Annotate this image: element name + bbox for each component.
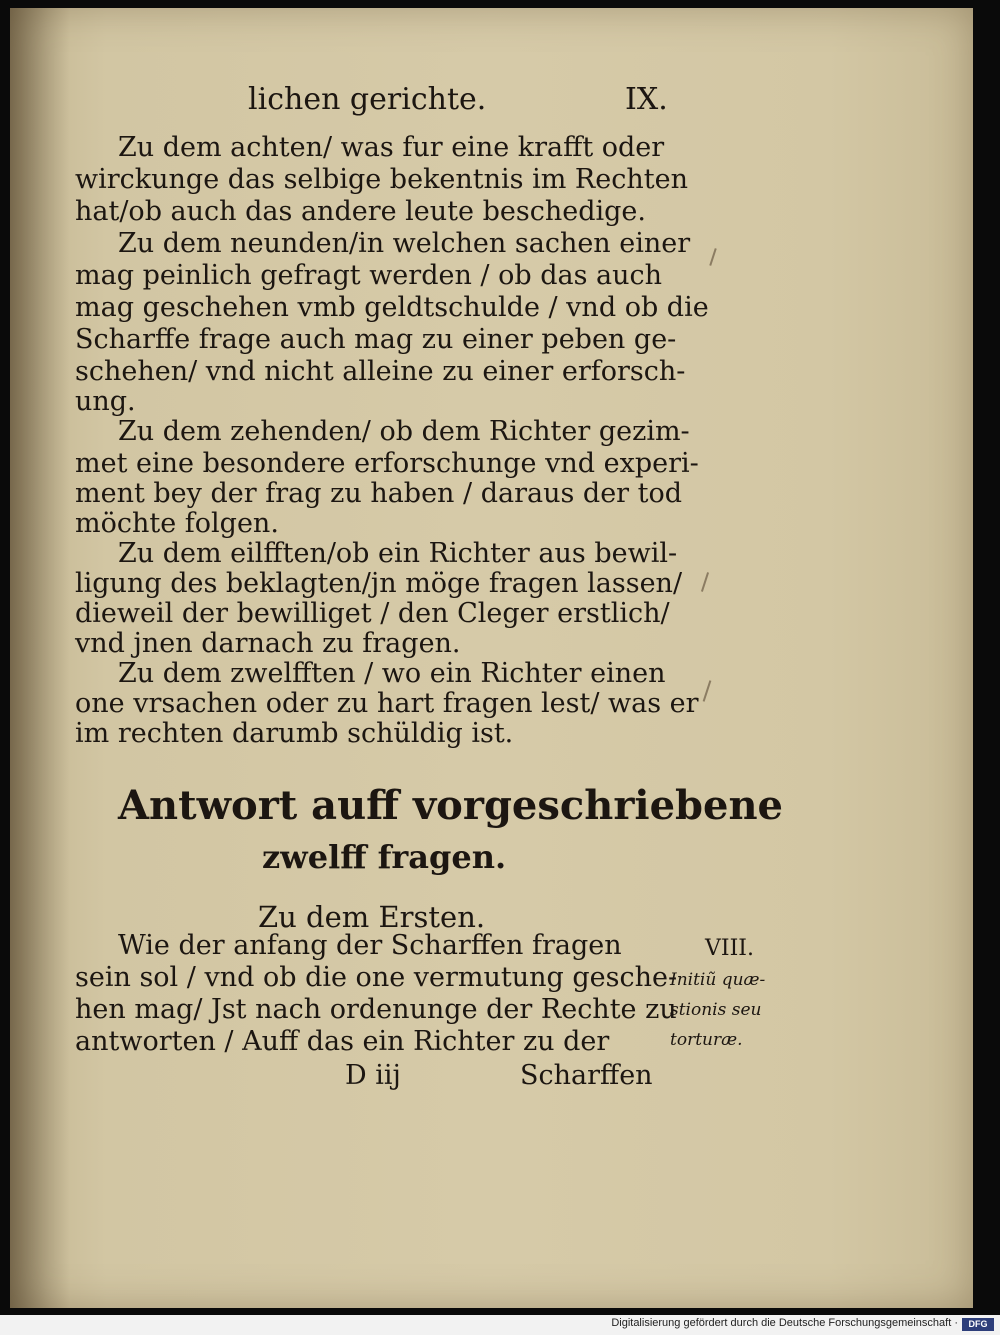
body-line: sein sol / vnd ob die one vermutung gesche- bbox=[75, 962, 678, 993]
running-head: lichen gerichte. bbox=[248, 82, 487, 117]
section-heading: Antwort auff vorgeschriebene bbox=[118, 782, 783, 829]
body-line: im rechten darumb schüldig ist. bbox=[75, 718, 514, 749]
body-line: Wie der anfang der Scharffen fragen bbox=[118, 930, 622, 961]
body-line: möchte folgen. bbox=[75, 508, 279, 539]
section-heading-continued: zwelff fragen. bbox=[262, 838, 507, 876]
subheading: Zu dem Ersten. bbox=[258, 900, 486, 934]
body-line: one vrsachen oder zu hart fragen lest/ was er bbox=[75, 688, 699, 719]
page-gutter-shadow bbox=[10, 8, 70, 1308]
body-line: mag peinlich gefragt werden / ob das auch bbox=[75, 260, 663, 291]
body-line: met eine besondere erforschunge vnd experi- bbox=[75, 448, 699, 479]
margin-note-line: stionis seu bbox=[670, 1000, 762, 1020]
signature-mark: D iij bbox=[345, 1060, 401, 1091]
body-line: Zu dem zwelfften / wo ein Richter einen bbox=[118, 658, 666, 689]
funding-notice: Digitalisierung gefördert durch die Deutsche Forschungsgemeinschaft · bbox=[611, 1317, 958, 1329]
margin-note-line: torturæ. bbox=[670, 1030, 743, 1050]
body-line: Zu dem neunden/in welchen sachen einer bbox=[118, 228, 691, 259]
body-line: dieweil der bewilliget / den Cleger erstlich/ bbox=[75, 598, 670, 629]
body-line: Zu dem zehenden/ ob dem Richter gezim- bbox=[118, 416, 690, 447]
body-line: schehen/ vnd nicht alleine zu einer erforsch- bbox=[75, 356, 686, 387]
catchword: Scharffen bbox=[520, 1060, 653, 1091]
body-line: ung. bbox=[75, 386, 136, 417]
folio-number: IX. bbox=[625, 82, 668, 117]
margin-note-line: Initiũ quæ- bbox=[670, 970, 766, 990]
body-line: Scharffe frage auch mag zu einer peben ge- bbox=[75, 324, 677, 355]
body-line: hen mag/ Jst nach ordenunge der Rechte zu bbox=[75, 994, 677, 1025]
body-line: wirckunge das selbige bekentnis im Rechten bbox=[75, 164, 688, 195]
body-line: ment bey der frag zu haben / daraus der tod bbox=[75, 478, 683, 509]
body-line: vnd jnen darnach zu fragen. bbox=[75, 628, 461, 659]
footer-bar bbox=[0, 1315, 1000, 1335]
body-line: Zu dem eilfften/ob ein Richter aus bewil- bbox=[118, 538, 678, 569]
margin-chapter-number: VIII. bbox=[705, 936, 754, 961]
body-line: mag geschehen vmb geldtschulde / vnd ob die bbox=[75, 292, 709, 323]
dfg-logo[interactable]: DFG bbox=[962, 1318, 994, 1331]
body-line: antworten / Auff das ein Richter zu der bbox=[75, 1026, 610, 1057]
body-line: Zu dem achten/ was fur eine krafft oder bbox=[118, 132, 665, 163]
body-line: hat/ob auch das andere leute beschedige. bbox=[75, 196, 646, 227]
body-line: ligung des beklagten/jn möge fragen lassen/ bbox=[75, 568, 683, 599]
